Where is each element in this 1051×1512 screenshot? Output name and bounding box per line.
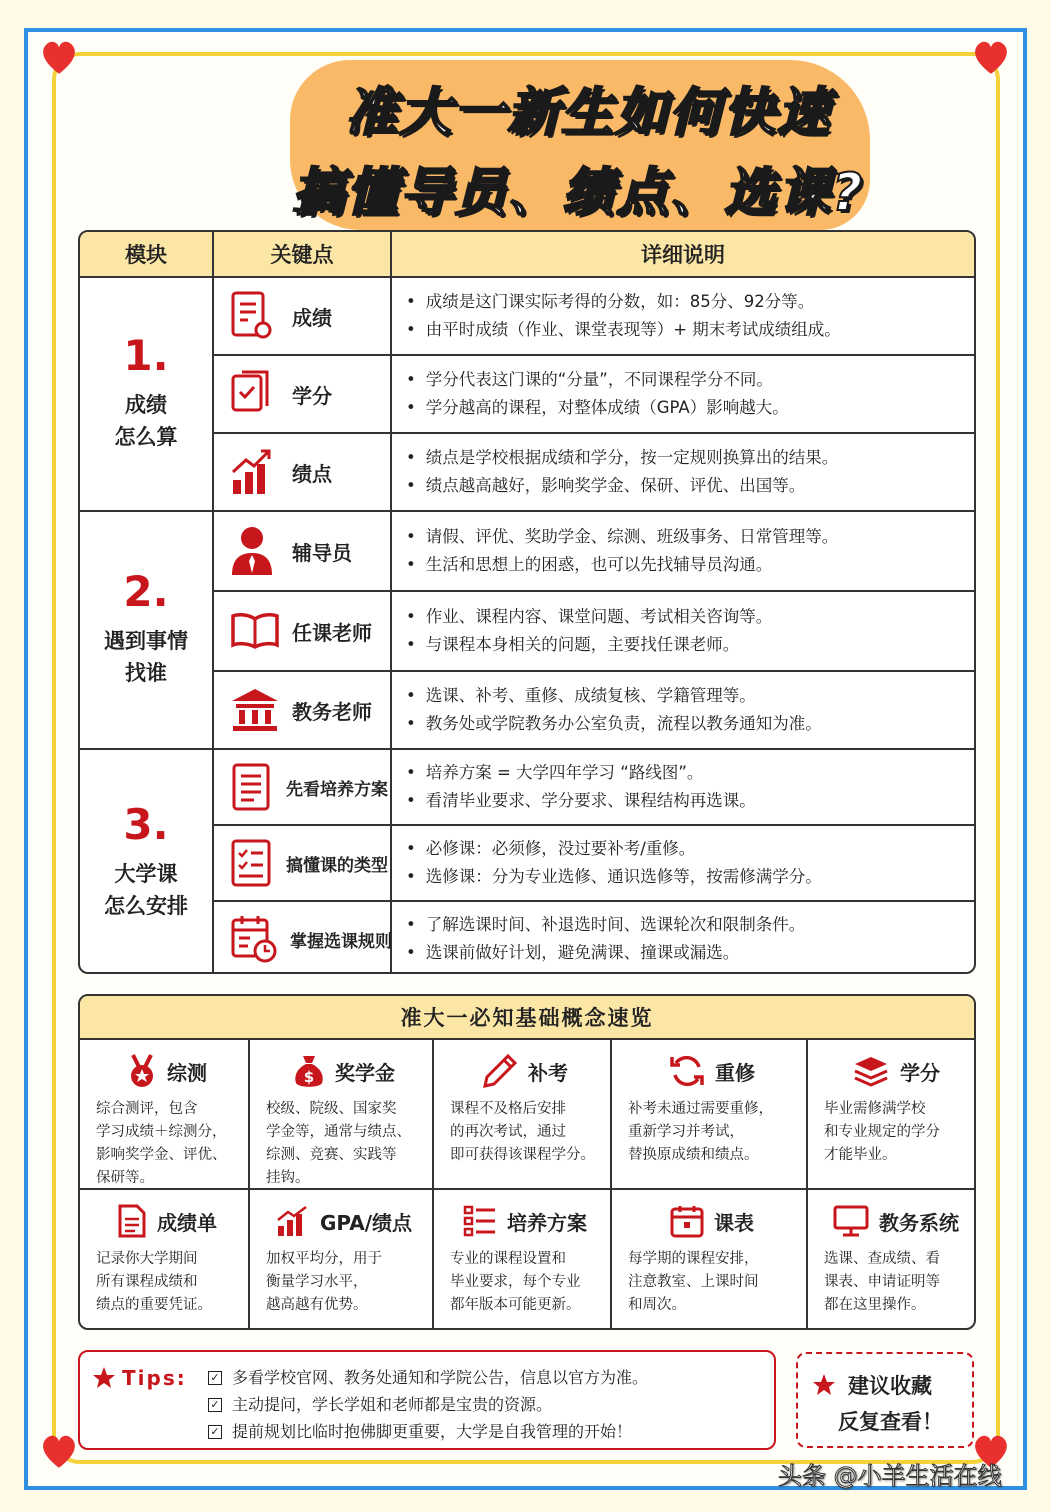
module-label: 遇到事情 找谁 bbox=[104, 629, 188, 685]
detail-cell bbox=[392, 750, 974, 826]
detail-line: • 培养方案 = 大学四年学习 “路线图”。 bbox=[406, 759, 974, 787]
detail-cell bbox=[392, 672, 974, 750]
list-icon bbox=[463, 1204, 497, 1238]
key-cell bbox=[214, 356, 392, 434]
detail-cell bbox=[392, 356, 974, 434]
detail-line: • 生活和思想上的困惑，也可以先找辅导员沟通。 bbox=[406, 551, 974, 579]
concept-title: 准大一必知基础概念速览 bbox=[80, 996, 974, 1040]
detail-line: • 选修课：分为专业选修、通识选修等，按需修满学分。 bbox=[406, 863, 974, 891]
concept-card bbox=[80, 1190, 250, 1330]
detail-line: • 成绩是这门课实际考得的分数，如：85分、92分等。 bbox=[406, 288, 974, 316]
heart-icon bbox=[38, 36, 80, 78]
svg-text:$: $ bbox=[303, 1068, 315, 1086]
tips-list bbox=[208, 1364, 648, 1445]
table-header-module: 模块 bbox=[80, 232, 214, 278]
monitor-icon bbox=[833, 1204, 869, 1238]
module-label: 大学课 怎么安排 bbox=[104, 862, 188, 918]
detail-line: • 选课前做好计划，避免满课、撞课或漏选。 bbox=[406, 939, 974, 967]
key-cell bbox=[214, 672, 392, 750]
key-cell bbox=[214, 826, 392, 902]
tip-item bbox=[208, 1364, 648, 1391]
concept-card-title: 奖学金 bbox=[335, 1060, 395, 1085]
calendar-icon bbox=[670, 1204, 704, 1238]
document-icon bbox=[230, 762, 274, 812]
concept-card-desc: 每学期的课程安排， 注意教室、上课时间 和周次。 bbox=[628, 1251, 759, 1313]
bar-chart-icon bbox=[276, 1204, 310, 1238]
concept-card-desc: 记录你大学期间 所有课程成绩和 绩点的重要凭证。 bbox=[96, 1251, 212, 1313]
concept-card bbox=[808, 1190, 976, 1330]
table-header-detail: 详细说明 bbox=[392, 232, 974, 278]
key-label: 成绩 bbox=[292, 305, 332, 330]
concept-card-desc: 专业的课程设置和 毕业要求，每个专业 都年版本可能更新。 bbox=[450, 1251, 581, 1313]
concept-card-title: 补考 bbox=[528, 1060, 568, 1085]
concept-card-title: 综测 bbox=[167, 1060, 207, 1085]
key-label: 先看培养方案 bbox=[286, 779, 388, 800]
key-cell bbox=[214, 750, 392, 826]
key-cell bbox=[214, 512, 392, 592]
concept-card bbox=[80, 1040, 250, 1190]
tips-box bbox=[78, 1350, 776, 1450]
key-cell bbox=[214, 592, 392, 672]
watermark: 头条 @小羊生活在线 bbox=[778, 1462, 1002, 1490]
detail-cell bbox=[392, 434, 974, 512]
detail-cell bbox=[392, 512, 974, 592]
tip-item bbox=[208, 1391, 648, 1418]
report-icon bbox=[230, 290, 274, 342]
concept-card-title: 重修 bbox=[715, 1060, 755, 1085]
key-cell bbox=[214, 434, 392, 512]
detail-line: • 教务处或学院教务办公室负责，流程以教务通知为准。 bbox=[406, 710, 974, 738]
book-stack-icon bbox=[852, 1054, 890, 1088]
concept-card-title: 成绩单 bbox=[157, 1210, 217, 1235]
star-icon bbox=[92, 1366, 116, 1390]
credit-icon bbox=[230, 368, 274, 420]
detail-line: • 了解选课时间、补退选时间、选课轮次和限制条件。 bbox=[406, 911, 974, 939]
favorite-reminder bbox=[796, 1352, 974, 1448]
favorite-text: 建议收藏 bbox=[848, 1374, 932, 1398]
building-icon bbox=[230, 687, 280, 733]
detail-cell bbox=[392, 278, 974, 356]
concept-card-desc: 补考未通过需要重修， 重新学习并考试， 替换原成绩和绩点。 bbox=[628, 1101, 773, 1163]
pencil-icon bbox=[482, 1053, 518, 1089]
checkbox-icon: ✓ bbox=[208, 1398, 222, 1412]
module-cell bbox=[80, 278, 214, 512]
transcript-icon bbox=[117, 1203, 147, 1239]
concept-card-title: 课表 bbox=[714, 1210, 754, 1235]
detail-cell bbox=[392, 902, 974, 974]
key-label: 掌握选课规则 bbox=[290, 931, 392, 952]
heart-icon bbox=[970, 36, 1012, 78]
concept-card bbox=[612, 1040, 808, 1190]
heart-icon bbox=[38, 1430, 80, 1472]
key-label: 搞懂课的类型 bbox=[286, 855, 388, 876]
concept-card bbox=[434, 1190, 612, 1330]
detail-line: • 由平时成绩（作业、课堂表现等）+ 期末考试成绩组成。 bbox=[406, 316, 974, 344]
concept-card-title: 培养方案 bbox=[507, 1210, 587, 1235]
concept-overview bbox=[78, 994, 976, 1330]
book-icon bbox=[230, 611, 280, 651]
tip-text: 主动提问，学长学姐和老师都是宝贵的资源。 bbox=[232, 1395, 553, 1414]
key-label: 辅导员 bbox=[292, 540, 352, 565]
star-icon bbox=[812, 1373, 836, 1397]
detail-line: • 作业、课程内容、课堂问题、考试相关咨询等。 bbox=[406, 603, 974, 631]
module-number: 1. bbox=[123, 331, 169, 380]
favorite-line1 bbox=[812, 1370, 932, 1400]
overview-table bbox=[78, 230, 976, 974]
detail-line: • 学分越高的课程，对整体成绩（GPA）影响越大。 bbox=[406, 394, 974, 422]
detail-cell bbox=[392, 826, 974, 902]
concept-card bbox=[250, 1040, 434, 1190]
key-label: 任课老师 bbox=[292, 620, 372, 645]
tip-item bbox=[208, 1418, 648, 1445]
module-label: 成绩 怎么算 bbox=[114, 393, 178, 449]
concept-card-desc: 选课、查成绩、看 课表、申请证明等 都在这里操作。 bbox=[824, 1251, 940, 1313]
concept-card bbox=[808, 1040, 976, 1190]
detail-line: • 选课、补考、重修、成绩复核、学籍管理等。 bbox=[406, 682, 974, 710]
detail-line: • 与课程本身相关的问题，主要找任课老师。 bbox=[406, 631, 974, 659]
tips-label: Tips: bbox=[122, 1366, 187, 1390]
detail-line: • 必修课：必须修，没过要补考/重修。 bbox=[406, 835, 974, 863]
key-label: 教务老师 bbox=[292, 699, 372, 724]
module-number: 2. bbox=[123, 567, 169, 616]
page-title-line1: 准大一新生如何快速 bbox=[345, 83, 832, 143]
page-title-line2: 搞懂导员、绩点、选课? bbox=[292, 163, 865, 223]
key-cell bbox=[214, 278, 392, 356]
detail-line: • 绩点越高越好，影响奖学金、保研、评优、出国等。 bbox=[406, 472, 974, 500]
detail-cell bbox=[392, 592, 974, 672]
checkbox-icon: ✓ bbox=[208, 1371, 222, 1385]
concept-card-desc: 综合测评，包含 学习成绩＋综测分， 影响奖学金、评优、 保研等。 bbox=[96, 1101, 227, 1186]
module-number: 3. bbox=[123, 800, 169, 849]
key-label: 学分 bbox=[292, 383, 332, 408]
refresh-icon bbox=[669, 1053, 705, 1089]
concept-card bbox=[434, 1040, 612, 1190]
chart-up-icon bbox=[230, 448, 274, 496]
concept-card-desc: 课程不及格后安排 的再次考试，通过 即可获得该课程学分。 bbox=[450, 1101, 595, 1163]
tips-heading bbox=[92, 1366, 187, 1390]
concept-card-title: 教务系统 bbox=[879, 1210, 959, 1235]
module-cell bbox=[80, 512, 214, 750]
person-icon bbox=[230, 525, 274, 577]
tip-text: 多看学校官网、教务处通知和学院公告，信息以官方为准。 bbox=[232, 1368, 649, 1387]
concept-card-title: 学分 bbox=[900, 1060, 940, 1085]
favorite-line2: 反复查看！ bbox=[838, 1410, 943, 1434]
money-bag-icon bbox=[293, 1053, 325, 1089]
module-cell bbox=[80, 750, 214, 974]
detail-line: • 绩点是学校根据成绩和学分，按一定规则换算出的结果。 bbox=[406, 444, 974, 472]
detail-line: • 请假、评优、奖助学金、综测、班级事务、日常管理等。 bbox=[406, 523, 974, 551]
key-label: 绩点 bbox=[292, 461, 332, 486]
concept-card bbox=[612, 1190, 808, 1330]
tip-text: 提前规划比临时抱佛脚更重要，大学是自我管理的开始！ bbox=[232, 1422, 633, 1441]
concept-card-desc: 毕业需修满学校 和专业规定的学分 才能毕业。 bbox=[824, 1101, 940, 1163]
checklist-icon bbox=[230, 838, 274, 888]
concept-card-desc: 校级、院级、国家奖 学金等，通常与绩点、 综测、竞赛、实践等 挂钩。 bbox=[266, 1101, 411, 1186]
medal-icon bbox=[127, 1053, 157, 1089]
concept-card-title: GPA/绩点 bbox=[319, 1210, 413, 1235]
detail-line: • 学分代表这门课的“分量”，不同课程学分不同。 bbox=[406, 366, 974, 394]
concept-card-desc: 加权平均分，用于 衡量学习水平， 越高越有优势。 bbox=[266, 1251, 382, 1313]
table-header-key: 关键点 bbox=[214, 232, 392, 278]
detail-line: • 看清毕业要求、学分要求、课程结构再选课。 bbox=[406, 787, 974, 815]
calendar-clock-icon bbox=[230, 914, 278, 964]
concept-card bbox=[250, 1190, 434, 1330]
key-cell bbox=[214, 902, 392, 974]
checkbox-icon: ✓ bbox=[208, 1425, 222, 1439]
